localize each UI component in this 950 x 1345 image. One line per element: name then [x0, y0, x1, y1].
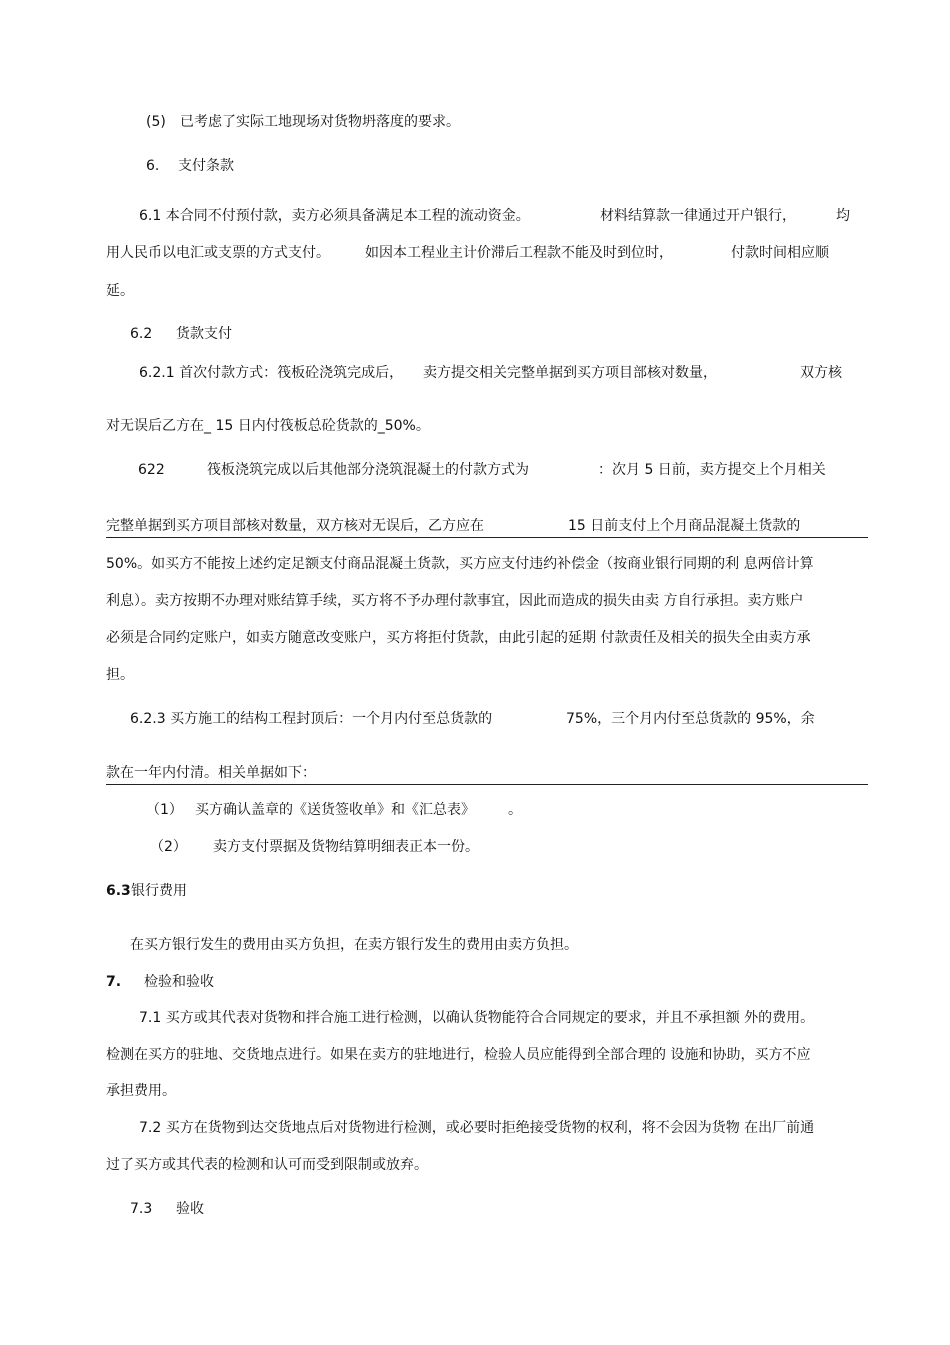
- list-item-1-tail: 。: [508, 802, 522, 818]
- section-7-number: 7.: [106, 974, 122, 990]
- clause-6-1-line1-b: 材料结算款一律通过开户银行，: [600, 208, 796, 224]
- clause-6-2-2-line4: 利息）。卖方按期不办理对账结算手续，买方将不予办理付款事宜，因此而造成的损失由卖 方自行承担。卖方账户: [106, 593, 804, 609]
- clause-6-2-2-line1-c: ：次月 5 日前，卖方提交上个月相关: [598, 462, 826, 478]
- underline-rule: [106, 537, 868, 538]
- list-item-1-text: 买方确认盖章的《送货签收单》和《汇总表》: [195, 802, 475, 818]
- clause-6-2-2-line5: 必须是合同约定账户，如卖方随意改变账户，买方将拒付货款，由此引起的延期 付款责任及相关的损失全由卖方承: [106, 630, 811, 646]
- item-5-number: (5): [146, 114, 166, 130]
- list-item-2-text: 卖方支付票据及货物结算明细表正本一份。: [213, 839, 479, 855]
- clause-7-1-line3: 承担费用。: [106, 1083, 176, 1099]
- section-7-3-title: 验收: [176, 1201, 204, 1217]
- clause-7-2-line1: 7.2 买方在货物到达交货地点后对货物进行检测，或必要时拒绝接受货物的权利，将不会因为货物 在出厂前通: [139, 1120, 815, 1136]
- item-5-text: 已考虑了实际工地现场对货物坍落度的要求。: [180, 114, 460, 130]
- clause-7-2-line2: 过了买方或其代表的检测和认可而受到限制或放弃。: [106, 1157, 428, 1173]
- underline-rule: [106, 784, 868, 785]
- clause-6-1-line1-a: 6.1 本合同不付预付款，卖方必须具备满足本工程的流动资金。: [139, 208, 530, 224]
- section-6-3-title: 银行费用: [131, 883, 187, 899]
- section-6-2-title: 货款支付: [176, 326, 232, 342]
- clause-6-2-2-line2-a: 完整单据到买方项目部核对数量，双方核对无误后，乙方应在: [106, 518, 484, 534]
- section-6-title: 支付条款: [178, 158, 234, 174]
- list-item-2-number: （2）: [150, 839, 187, 855]
- clause-7-1-line2: 检测在买方的驻地、交货地点进行。如果在卖方的驻地进行，检验人员应能得到全部合理的 设施和协助，买方不应: [106, 1047, 811, 1063]
- clause-6-2-3-line1-b: 75%，三个月内付至总货款的 95%，余: [566, 711, 815, 727]
- clause-6-2-2-line6: 担。: [106, 667, 134, 683]
- section-6-3-number: 6.3: [106, 883, 131, 899]
- clause-6-2-1-line1-a: 6.2.1 首次付款方式：筏板砼浇筑完成后，: [139, 365, 404, 381]
- clause-6-2-2-line2-b: 15 日前支付上个月商品混凝土货款的: [568, 518, 801, 534]
- clause-6-2-2-number: 622: [138, 462, 165, 478]
- clause-6-2-1-line2: 对无误后乙方在_ 15 日内付筏板总砼货款的_50%。: [106, 418, 430, 434]
- section-7-title: 检验和验收: [144, 974, 214, 990]
- clause-6-1-line2-c: 付款时间相应顺: [731, 245, 829, 261]
- clause-6-2-1-line1-b: 卖方提交相关完整单据到买方项目部核对数量，: [423, 365, 717, 381]
- clause-6-2-2-line3: 50%。如买方不能按上述约定足额支付商品混凝土货款，买方应支付违约补偿金（按商业银行同期的利 息两倍计算: [106, 556, 814, 572]
- section-6-2-number: 6.2: [130, 326, 153, 342]
- clause-6-1-line2-b: 如因本工程业主计价滞后工程款不能及时到位时，: [365, 245, 673, 261]
- section-7-3-number: 7.3: [130, 1201, 153, 1217]
- clause-6-1-line3: 延。: [106, 283, 134, 299]
- section-6-3-body: 在买方银行发生的费用由买方负担，在卖方银行发生的费用由卖方负担。: [130, 937, 578, 953]
- clause-6-1-line2-a: 用人民币以电汇或支票的方式支付。: [106, 245, 330, 261]
- clause-7-1-line1: 7.1 买方或其代表对货物和拌合施工进行检测，以确认货物能符合合同规定的要求，并且不承担额 外的费用。: [139, 1010, 815, 1026]
- clause-6-2-3-line2: 款在一年内付清。相关单据如下：: [106, 765, 316, 781]
- clause-6-1-line1-c: 均: [836, 208, 850, 224]
- list-item-1-number: （1）: [146, 802, 183, 818]
- section-6-number: 6.: [146, 158, 160, 174]
- clause-6-2-2-line1-b: 筏板浇筑完成以后其他部分浇筑混凝土的付款方式为: [207, 462, 529, 478]
- clause-6-2-3-line1-a: 6.2.3 买方施工的结构工程封顶后：一个月内付至总货款的: [130, 711, 493, 727]
- clause-6-2-1-line1-c: 双方核: [800, 365, 842, 381]
